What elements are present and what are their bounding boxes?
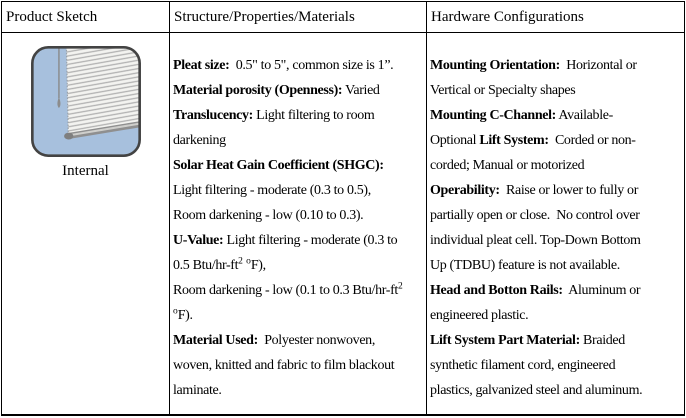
product-spec-table xyxy=(1,1,685,416)
text-line: Light filtering - moderate (0.3 to 0.5), xyxy=(173,183,371,198)
text-line: Pleat size: 0.5" to 5", common size is 1”. xyxy=(173,58,394,73)
text-line: Mounting C-Channel: Available- xyxy=(430,108,613,123)
text-line: Mounting Orientation: Horizontal or xyxy=(430,58,637,73)
text-line: Material Used: Polyester nonwoven, xyxy=(173,333,375,348)
text-line: Head and Botton Rails: Aluminum or xyxy=(430,283,641,298)
text-line: darkening xyxy=(173,133,226,148)
text-line: Material porosity (Openness): Varied xyxy=(173,83,380,98)
text-line: engineered plastic. xyxy=(430,308,529,323)
text-line: Translucency: Light filtering to room xyxy=(173,108,375,123)
structure-properties-cell xyxy=(170,33,427,414)
pleated-panel xyxy=(66,47,140,136)
text-line: partially open or close. No control over xyxy=(430,208,640,223)
text-line: 0.5 Btu/$hr-ft^2$ $^o$F), xyxy=(173,256,266,273)
text-line: laminate. xyxy=(173,383,222,398)
text-line: Up (TDBU) feature is not available. xyxy=(430,258,620,273)
text-line: Optional Lift System: Corded or non- xyxy=(430,133,636,148)
text-line: synthetic filament cord, engineered xyxy=(430,358,616,373)
rail-end-cap xyxy=(64,133,73,140)
text-line: Room darkening - low (0.1 to 0.3 Btu/$hr-ft^2$ xyxy=(173,281,403,298)
sketch-caption: Internal xyxy=(62,163,109,179)
text-line: Operability: Raise or lower to fully or xyxy=(430,183,639,198)
header-structure-properties-materials: Structure/Properties/Materials xyxy=(170,2,427,33)
text-line: Solar Heat Gain Coefficient (SHGC): xyxy=(173,158,384,173)
text-line: U-Value: Light filtering - moderate (0.3 to xyxy=(173,233,398,248)
text-line: corded; Manual or motorized xyxy=(430,158,585,173)
text-line: Room darkening - low (0.10 to 0.3). xyxy=(173,208,364,223)
text-line: woven, knitted and fabric to film blackout xyxy=(173,358,395,373)
hardware-configurations-cell xyxy=(427,33,684,414)
text-line: plastics, galvanized steel and aluminum. xyxy=(430,383,643,398)
header-product-sketch: Product Sketch xyxy=(2,2,170,33)
product-sketch-cell xyxy=(2,33,170,414)
text-line: Lift System Part Material: Braided xyxy=(430,333,625,348)
text-line: $^o$F). xyxy=(173,306,193,323)
pleated-shade-internal-mount-icon xyxy=(30,45,142,158)
text-line: Vertical or Specialty shapes xyxy=(430,83,576,98)
header-hardware-configurations: Hardware Configurations xyxy=(427,2,684,33)
text-line: individual pleat cell. Top-Down Bottom xyxy=(430,233,641,248)
